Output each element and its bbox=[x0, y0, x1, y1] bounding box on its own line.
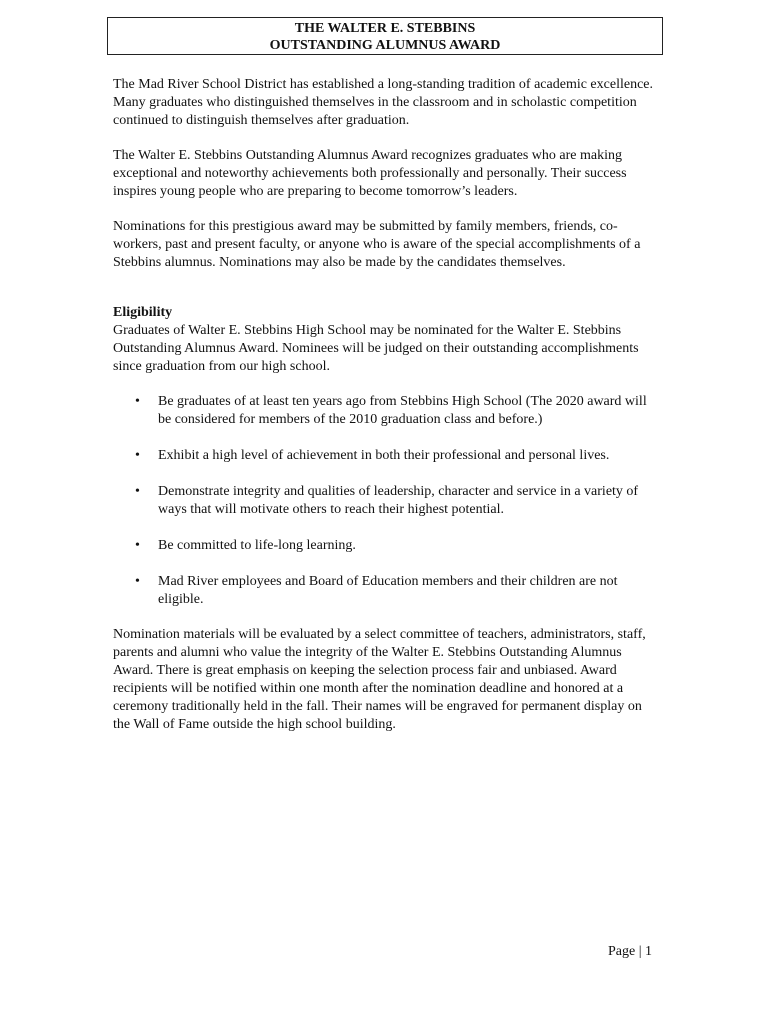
bullet-icon: • bbox=[135, 394, 140, 409]
bullet-icon: • bbox=[135, 484, 140, 499]
eligibility-heading: Eligibility bbox=[113, 305, 173, 320]
criteria-item bbox=[113, 573, 661, 609]
criteria-text: Exhibit a high level of achievement in both their professional and personal lives. bbox=[158, 448, 610, 463]
eligibility-intro: Graduates of Walter E. Stebbins High School may be nominated for the Walter E. Stebbins Outstanding Alumnus Award. Nominees will be judged on their outstanding accomplishments since graduation from our high school. bbox=[113, 323, 639, 374]
eligibility-criteria-list bbox=[113, 393, 661, 609]
document-title-box bbox=[107, 17, 663, 55]
criteria-item bbox=[113, 393, 661, 429]
criteria-item bbox=[113, 537, 661, 555]
intro-paragraph-3: Nominations for this prestigious award may be submitted by family members, friends, co-workers, past and present faculty, or anyone who is aware of the special accomplishments of a Stebbins alumnus. Nominations may also be made by the candidates themselves. bbox=[113, 219, 641, 270]
criteria-item bbox=[113, 447, 661, 465]
intro-paragraph-2: The Walter E. Stebbins Outstanding Alumnus Award recognizes graduates who are making exceptional and noteworthy achievements both professionally and personally. Their success inspires young people who are preparing to become tomorrow’s leaders. bbox=[113, 148, 627, 199]
criteria-text: Demonstrate integrity and qualities of leadership, character and service in a variety of ways that will motivate others to reach their highest potential. bbox=[158, 484, 639, 517]
bullet-icon: • bbox=[135, 538, 140, 553]
criteria-text: Be committed to life-long learning. bbox=[158, 538, 356, 553]
page-number: Page | 1 bbox=[608, 944, 653, 959]
intro-paragraph-1: The Mad River School District has established a long-standing tradition of academic excellence. Many graduates who distinguished themselves in the classroom and in scholastic competition continued to distinguish themselves after graduation. bbox=[113, 77, 653, 128]
bullet-icon: • bbox=[135, 448, 140, 463]
document-body bbox=[113, 76, 661, 751]
title-line-1: THE WALTER E. STEBBINS bbox=[294, 21, 476, 36]
title-line-2: OUTSTANDING ALUMNUS AWARD bbox=[269, 38, 501, 53]
bullet-icon: • bbox=[135, 574, 140, 589]
closing-paragraph: Nomination materials will be evaluated by a select committee of teachers, administrators, staff, parents and alumni who value the integrity of the Walter E. Stebbins Outstanding Alumnus Award. There is great emphasis on keeping the selection process fair and unbiased. Award recipients will be notified within one month after the nomination deadline and honored at a ceremony traditionally held in the fall. Their names will be engraved for permanent display on the Wall of Fame outside the high school building. bbox=[113, 627, 646, 732]
criteria-text: Be graduates of at least ten years ago from Stebbins High School (The 2020 award will be considered for members of the 2010 graduation class and before.) bbox=[158, 394, 647, 427]
criteria-text: Mad River employees and Board of Education members and their children are not eligible. bbox=[158, 574, 618, 607]
criteria-item bbox=[113, 483, 661, 519]
